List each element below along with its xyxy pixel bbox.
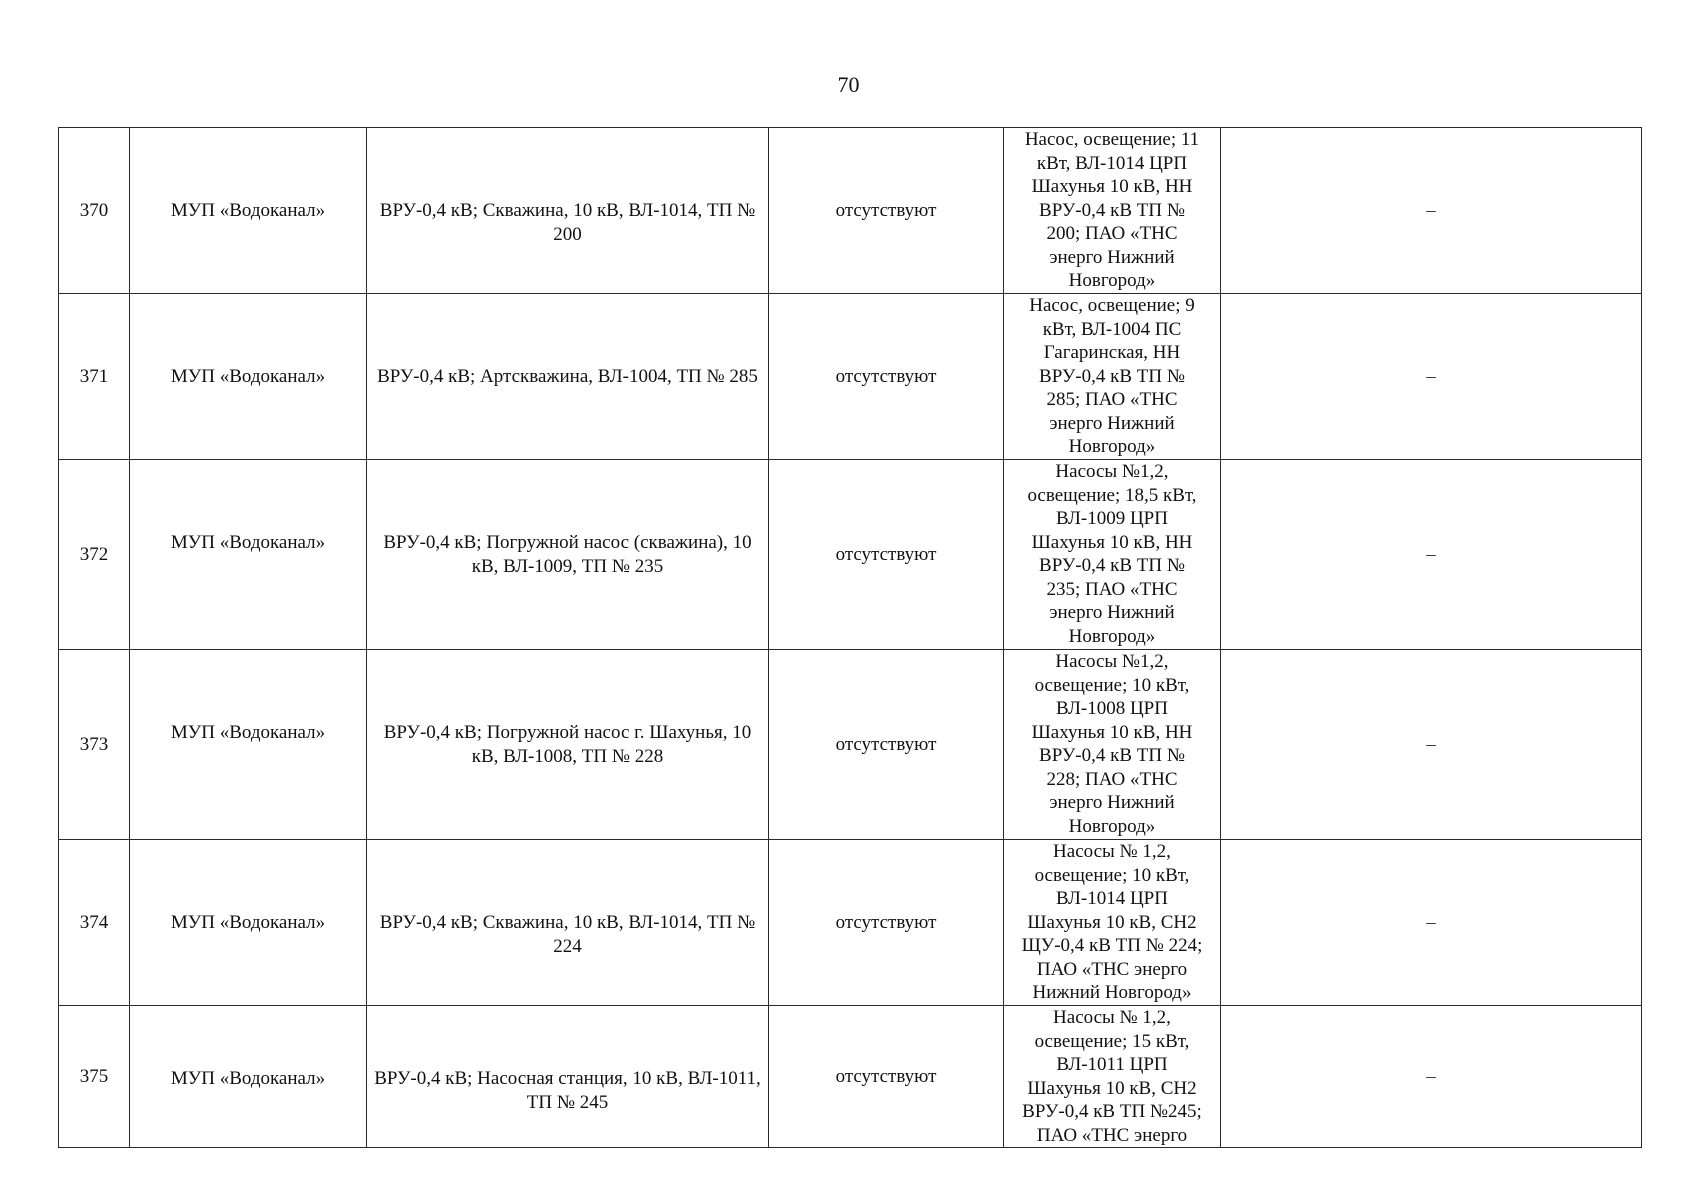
data-table [58,127,1642,1148]
row-number-cell [59,650,130,840]
details-line: освещение; 10 кВт, [1034,864,1190,886]
details-line: ВРУ-0,4 кВ ТП № [1039,745,1185,766]
row-number: 372 [79,543,109,565]
status: отсутствуют [835,543,937,565]
row-number-cell [59,294,130,460]
details-line: Насосы № 1,2, [1053,841,1171,862]
details-line: 228; ПАО «ТНС [1046,768,1178,790]
row-number-cell [59,128,130,294]
object-description: ВРУ-0,4 кВ; Артскважина, ВЛ-1004, ТП № 285 [377,366,758,387]
details-line: Новгород» [1068,815,1156,837]
table-row [59,650,1642,840]
object-description: ВРУ-0,4 кВ; Погружной насос (скважина), 10 кВ, ВЛ-1009, ТП № 235 [383,532,752,577]
details-line: ВРУ-0,4 кВ ТП № [1039,555,1185,576]
details-cell [1004,650,1221,840]
details-line: Насос, освещение; 11 [1024,129,1200,150]
note-dash: – [1426,365,1436,387]
details-line: Шахунья 10 кВ, НН [1031,531,1193,553]
details-line: Насос, освещение; 9 [1029,295,1195,316]
note-dash: – [1426,543,1436,565]
details-line: ВЛ-1014 ЦРП [1056,888,1168,909]
note-cell [1221,294,1642,460]
details-line: ВЛ-1009 ЦРП [1056,508,1168,529]
organization-cell [130,840,367,1006]
details-line: Новгород» [1068,625,1156,647]
object-cell [367,650,769,840]
details-line: Новгород» [1068,436,1156,457]
object-cell [367,1006,769,1148]
details-line: энерго Нижний [1049,412,1175,434]
details-line: ПАО «ТНС энерго [1036,1124,1188,1146]
details-line: 235; ПАО «ТНС [1046,578,1178,600]
note-cell [1221,1006,1642,1148]
status-cell [769,650,1004,840]
details-line: Нижний Новгород» [1032,982,1192,1003]
table-row [59,128,1642,294]
status: отсутствуют [835,199,937,221]
object-description: ВРУ-0,4 кВ; Насосная станция, 10 кВ, ВЛ-1011, ТП № 245 [374,1068,761,1113]
details-line: Шахунья 10 кВ, НН [1031,721,1193,743]
note-dash: – [1426,733,1436,755]
note-dash: – [1426,1065,1436,1087]
row-number: 373 [79,733,109,755]
object-description: ВРУ-0,4 кВ; Скважина, 10 кВ, ВЛ-1014, ТП № 224 [379,912,756,957]
details-line: энерго Нижний [1049,602,1175,623]
organization: МУП «Водоканал» [170,722,326,743]
status: отсутствуют [835,365,937,387]
details-line: ВЛ-1008 ЦРП [1056,698,1168,719]
details-line: 285; ПАО «ТНС [1046,389,1178,410]
details-line: энерго Нижний [1049,246,1175,268]
organization-cell [130,460,367,650]
status-cell [769,840,1004,1006]
object-description: ВРУ-0,4 кВ; Погружной насос г. Шахунья, 10 кВ, ВЛ-1008, ТП № 228 [383,722,752,767]
note-cell [1221,840,1642,1006]
status-cell [769,460,1004,650]
note-cell [1221,650,1642,840]
table-row [59,840,1642,1006]
object-description: ВРУ-0,4 кВ; Скважина, 10 кВ, ВЛ-1014, ТП № 200 [379,200,756,245]
details-line: ВРУ-0,4 кВ ТП № [1039,365,1185,387]
details-line: ВЛ-1011 ЦРП [1056,1054,1168,1075]
organization-cell [130,1006,367,1148]
organization: МУП «Водоканал» [170,1068,326,1089]
note-dash: – [1426,911,1436,933]
details-line: освещение; 10 кВт, [1034,674,1190,696]
details-cell [1004,1006,1221,1148]
details-line: Шахунья 10 кВ, НН [1031,176,1193,197]
organization-cell [130,294,367,460]
details-cell [1004,460,1221,650]
organization: МУП «Водоканал» [170,912,326,933]
details-line: 200; ПАО «ТНС [1046,223,1178,244]
table-row [59,294,1642,460]
status: отсутствуют [835,911,937,933]
details-line: ЩУ-0,4 кВ ТП № 224; [1021,935,1203,956]
details-cell [1004,128,1221,294]
organization: МУП «Водоканал» [170,366,326,387]
details-line: Гагаринская, НН [1043,342,1181,363]
details-line: ПАО «ТНС энерго [1036,958,1188,980]
status: отсутствуют [835,1065,937,1087]
note-cell [1221,128,1642,294]
object-cell [367,294,769,460]
status-cell [769,1006,1004,1148]
row-number: 375 [79,1065,109,1087]
table-row [59,460,1642,650]
row-number-cell [59,840,130,1006]
row-number-cell [59,460,130,650]
details-line: ВРУ-0,4 кВ ТП №245; [1022,1101,1202,1122]
details-line: Шахунья 10 кВ, СН2 [1027,1077,1197,1099]
table-row [59,1006,1642,1148]
page-number: 70 [837,72,860,97]
row-number-cell [59,1006,130,1148]
object-cell [367,128,769,294]
details-line: Насосы №1,2, [1055,461,1169,482]
organization-cell [130,128,367,294]
status-cell [769,128,1004,294]
note-cell [1221,460,1642,650]
organization: МУП «Водоканал» [170,532,326,553]
details-line: освещение; 15 кВт, [1034,1030,1190,1052]
row-number: 370 [79,199,109,221]
details-line: Насосы №1,2, [1055,651,1169,672]
details-line: Насосы № 1,2, [1053,1007,1171,1028]
row-number: 371 [79,365,109,387]
details-line: освещение; 18,5 кВт, [1027,484,1197,506]
details-cell [1004,840,1221,1006]
details-line: кВт, ВЛ-1004 ПС [1042,318,1182,340]
note-dash: – [1426,199,1436,221]
details-line: кВт, ВЛ-1014 ЦРП [1036,152,1188,174]
status-cell [769,294,1004,460]
details-cell [1004,294,1221,460]
object-cell [367,840,769,1006]
row-number: 374 [79,911,109,933]
details-line: Шахунья 10 кВ, СН2 [1027,911,1197,933]
organization-cell [130,650,367,840]
details-line: Новгород» [1068,270,1156,291]
status: отсутствуют [835,733,937,755]
details-line: ВРУ-0,4 кВ ТП № [1039,199,1185,221]
organization: МУП «Водоканал» [170,200,326,221]
details-line: энерго Нижний [1049,792,1175,813]
object-cell [367,460,769,650]
